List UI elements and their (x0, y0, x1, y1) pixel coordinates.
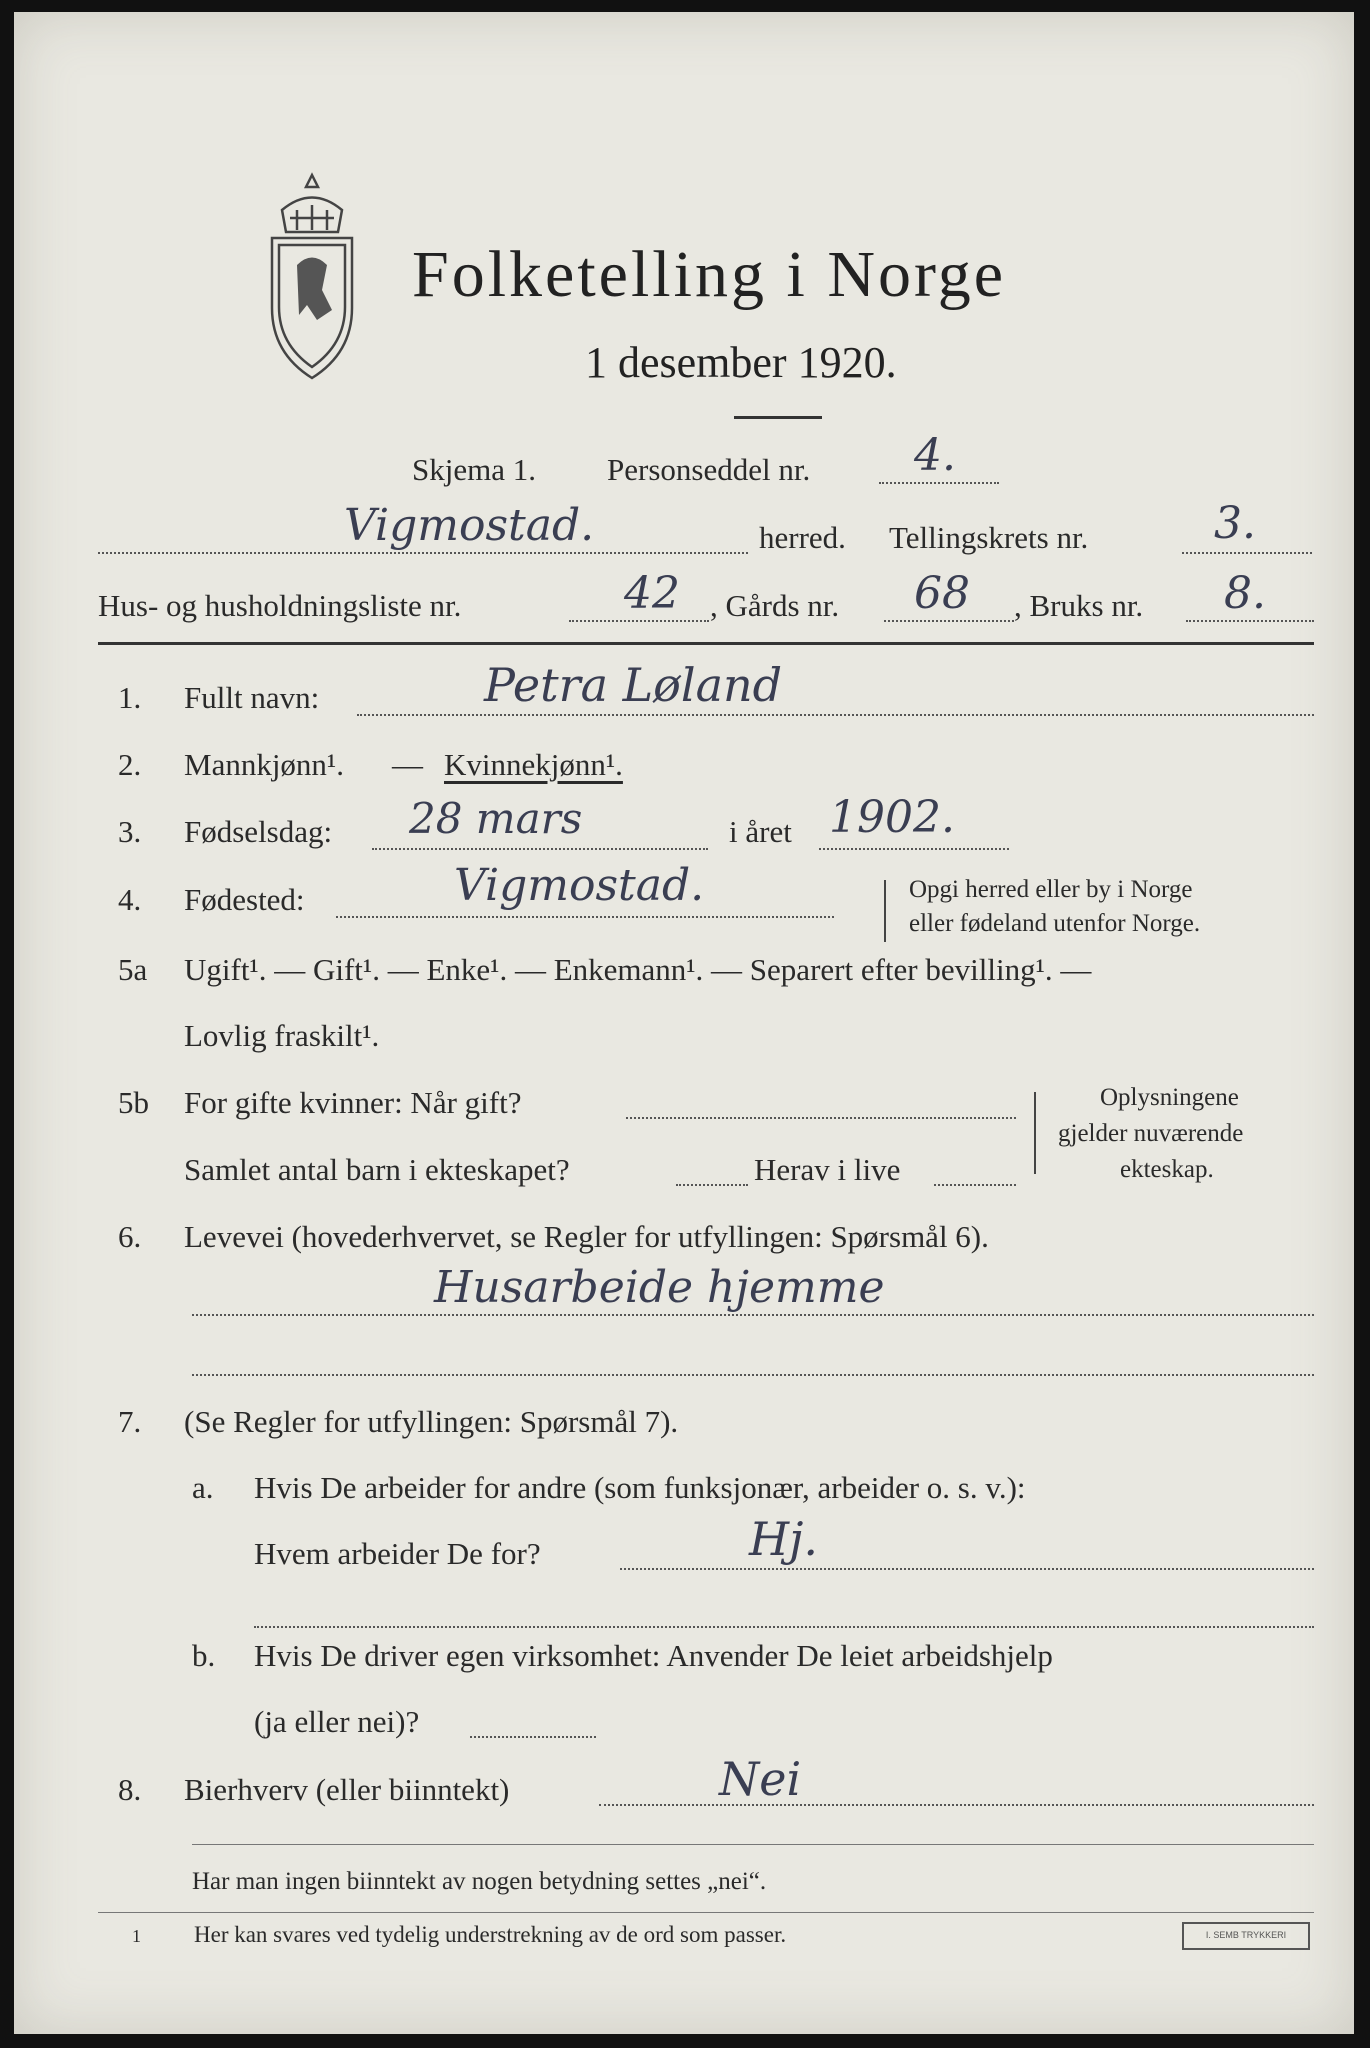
q3-number: 3. (118, 814, 142, 849)
footer-note: Har man ingen biinntekt av nogen betydning settes „nei“. (192, 1868, 767, 1895)
birthplace-label: Fødested: (184, 882, 305, 917)
birthyear-label: i året (729, 814, 792, 849)
q5b-brace (1034, 1092, 1036, 1174)
q4-number: 4. (118, 882, 142, 917)
tellingskrets-field[interactable] (1182, 552, 1312, 554)
q4-note-1: Opgi herred eller by i Norge (909, 876, 1193, 903)
employer-label: Hvem arbeider De for? (254, 1536, 541, 1571)
full-name-field[interactable] (357, 714, 1314, 716)
q7-number: 7. (118, 1404, 142, 1439)
q5b-note-2: gjelder nuværende (1058, 1120, 1244, 1147)
married-when-field[interactable] (626, 1117, 1016, 1119)
children-field[interactable] (676, 1184, 748, 1186)
hired-help-label: (ja eller nei)? (254, 1704, 420, 1739)
gards-label: , Gårds nr. (710, 588, 840, 623)
gards-field[interactable] (884, 620, 1014, 622)
occupation-label: Levevei (hovederhvervet, se Regler for utfyllingen: Spørsmål 6). (184, 1219, 989, 1254)
gards-value: 68 (914, 568, 970, 619)
children-label: Samlet antal barn i ekteskapet? (184, 1152, 570, 1187)
occupation-field[interactable] (192, 1314, 1314, 1316)
side-income-field[interactable] (599, 1804, 1314, 1806)
herred-field[interactable] (98, 552, 748, 554)
hus-label: Hus- og husholdningsliste nr. (98, 588, 462, 623)
occupation-field-2[interactable] (192, 1374, 1314, 1376)
footnote-text: Her kan svares ved tydelig understrekning av de ord som passer. (194, 1922, 787, 1947)
bruks-value: 8. (1224, 568, 1266, 619)
q5b-note-3: ekteskap. (1120, 1156, 1214, 1183)
personseddel-label: Personseddel nr. (607, 452, 811, 487)
q7b-letter: b. (192, 1638, 216, 1673)
hired-help-field[interactable] (470, 1736, 596, 1738)
q7a-letter: a. (192, 1470, 214, 1505)
herred-label: herred. (759, 520, 846, 555)
q5a-number: 5a (118, 952, 148, 987)
female-option[interactable]: Kvinnekjønn¹. (444, 747, 623, 782)
tellingskrets-label: Tellingskrets nr. (889, 520, 1089, 555)
title-divider (734, 416, 822, 419)
header-rule (98, 642, 1314, 645)
birthplace-value: Vigmostad. (454, 860, 705, 911)
married-when-label: For gifte kvinner: Når gift? (184, 1085, 522, 1120)
hus-field[interactable] (569, 620, 709, 622)
printer-stamp-text: I. SEMB TRYKKERI (1205, 1930, 1287, 1940)
male-option[interactable]: Mannkjønn¹. (184, 747, 344, 782)
hus-value: 42 (624, 568, 680, 619)
q4-note-2: eller fødeland utenfor Norge. (909, 910, 1201, 937)
birthyear-value: 1902. (829, 792, 955, 843)
printer-stamp (1182, 1922, 1310, 1950)
footnote-number: 1 (132, 1926, 141, 1946)
full-name-value: Petra Løland (484, 658, 783, 712)
q1-label: Fullt navn: (184, 680, 320, 715)
personseddel-field[interactable] (879, 482, 999, 484)
q7b-line-1: Hvis De driver egen virksomhet: Anvender De leiet arbeidshjelp (254, 1638, 1053, 1673)
side-income-label: Bierhverv (eller biinntekt) (184, 1772, 510, 1807)
living-field[interactable] (934, 1184, 1016, 1186)
employer-value: Hj. (749, 1512, 818, 1566)
personseddel-value: 4. (914, 430, 956, 481)
q7-label: (Se Regler for utfyllingen: Spørsmål 7). (184, 1404, 679, 1439)
birthplace-field[interactable] (336, 916, 834, 918)
q4-brace (884, 880, 886, 942)
bruks-label: , Bruks nr. (1014, 588, 1144, 623)
employer-field[interactable] (620, 1568, 1314, 1570)
marital-options[interactable]: Ugift¹. — Gift¹. — Enke¹. — Enkemann¹. — Separert efter bevilling¹. — (184, 952, 1092, 987)
herred-value: Vigmostad. (344, 500, 595, 551)
q2-dash: — (392, 747, 423, 782)
form-date: 1 desember 1920. (585, 338, 897, 387)
side-income-value: Nei (719, 1752, 802, 1806)
form-title: Folketelling i Norge (412, 238, 1007, 311)
q5b-number: 5b (118, 1085, 149, 1120)
census-form (14, 12, 1354, 2034)
bruks-field[interactable] (1186, 620, 1314, 622)
q5b-note-1: Oplysningene (1100, 1084, 1239, 1111)
living-label: Herav i live (754, 1152, 901, 1187)
birthdate-value: 28 mars (409, 794, 583, 843)
q6-number: 6. (118, 1219, 142, 1254)
skjema-label: Skjema 1. (412, 452, 536, 487)
q1-number: 1. (118, 680, 142, 715)
q7a-line-1: Hvis De arbeider for andre (som funksjonær, arbeider o. s. v.): (254, 1470, 1026, 1505)
q8-number: 8. (118, 1772, 142, 1807)
footer-rule-1 (192, 1844, 1314, 1845)
birthdate-label: Fødselsdag: (184, 814, 333, 849)
footer-rule-2 (98, 1912, 1314, 1913)
coat-of-arms-icon (257, 170, 367, 385)
birthyear-field[interactable] (819, 848, 1009, 850)
occupation-value: Husarbeide hjemme (434, 1262, 885, 1313)
marital-options-cont[interactable]: Lovlig fraskilt¹. (184, 1018, 380, 1053)
tellingskrets-value: 3. (1214, 498, 1256, 549)
q2-number: 2. (118, 747, 142, 782)
employer-field-2[interactable] (254, 1626, 1314, 1628)
birthdate-field[interactable] (372, 848, 708, 850)
